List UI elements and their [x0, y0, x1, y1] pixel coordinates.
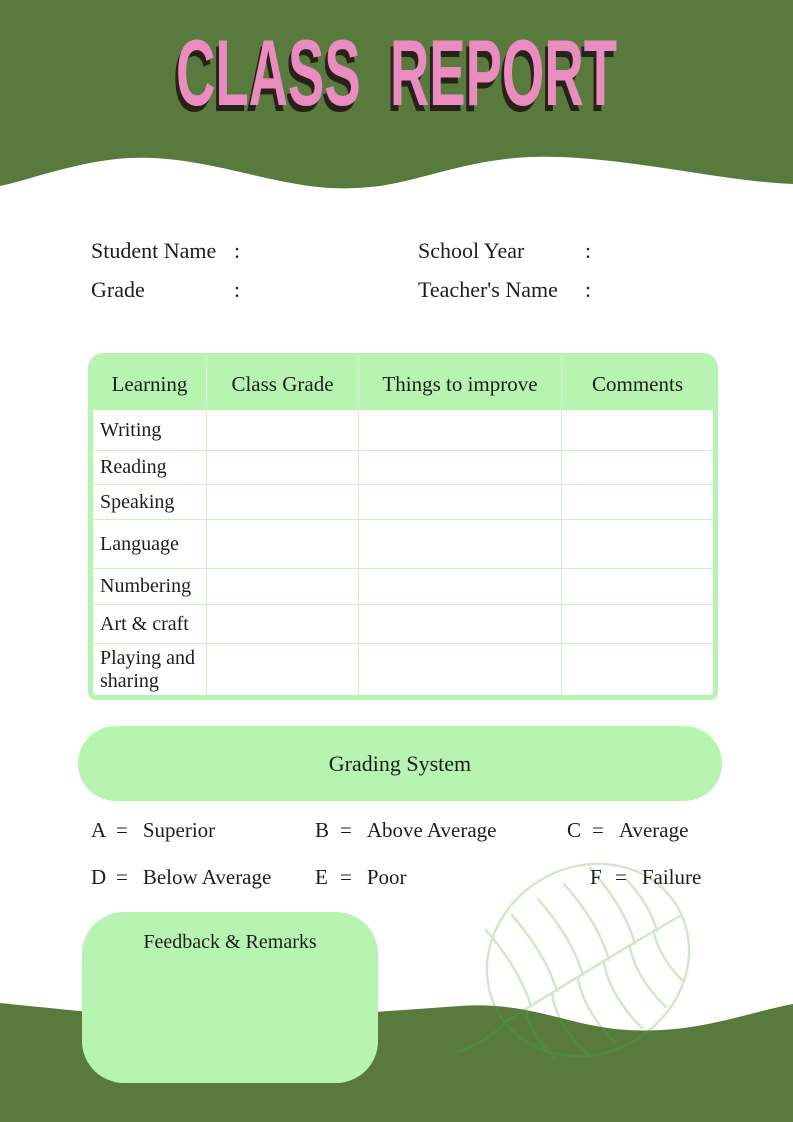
table-header-row — [93, 358, 713, 410]
equals-sign: = — [340, 865, 352, 889]
school-year-input[interactable] — [599, 234, 711, 258]
equals-sign: = — [592, 818, 604, 842]
teacher-name-field — [418, 273, 711, 301]
legend-item-a — [91, 818, 315, 856]
teacher-name-input[interactable] — [599, 273, 711, 297]
table-row — [93, 604, 713, 643]
grade-input[interactable] — [248, 273, 418, 297]
student-info-section — [91, 234, 711, 301]
grade-letter: A — [91, 818, 107, 842]
grade-description: Poor — [366, 865, 407, 889]
grade-description: Below Average — [142, 865, 272, 889]
subject-label: Playing and sharing — [93, 644, 207, 695]
equals-sign: = — [340, 818, 352, 842]
school-year-field — [418, 234, 711, 262]
class-grade-cell[interactable] — [207, 485, 359, 519]
class-grade-cell[interactable] — [207, 520, 359, 568]
things-to-improve-cell[interactable] — [359, 644, 562, 695]
grade-letter: F — [590, 865, 602, 889]
things-to-improve-cell[interactable] — [359, 520, 562, 568]
header-learning: Learning — [93, 358, 207, 410]
things-to-improve-cell[interactable] — [359, 485, 562, 519]
colon: : — [234, 277, 241, 302]
class-grade-cell[interactable] — [207, 605, 359, 643]
grade-field — [91, 273, 418, 301]
subject-label: Numbering — [93, 569, 207, 604]
grade-label: Grade — [91, 277, 145, 302]
equals-sign: = — [116, 865, 128, 889]
grade-description: Failure — [641, 865, 702, 889]
legend-item-e — [315, 865, 567, 903]
subject-label: Reading — [93, 451, 207, 484]
comments-cell[interactable] — [562, 644, 713, 695]
legend-item-d — [91, 865, 315, 903]
grading-system-title: Grading System — [328, 750, 472, 776]
grading-legend — [91, 818, 731, 903]
grade-letter: E — [315, 865, 328, 889]
teacher-name-label: Teacher's Name — [418, 277, 558, 302]
colon: : — [585, 238, 592, 263]
grades-table — [88, 353, 718, 700]
subject-label: Speaking — [93, 485, 207, 519]
grade-letter: C — [567, 818, 582, 842]
feedback-remarks-input[interactable] — [102, 967, 358, 1063]
page-title: CLASS REPORT — [175, 20, 618, 125]
things-to-improve-cell[interactable] — [359, 410, 562, 450]
student-name-input[interactable] — [248, 234, 418, 258]
things-to-improve-cell[interactable] — [359, 569, 562, 604]
class-grade-cell[interactable] — [207, 451, 359, 484]
subject-label: Art & craft — [93, 605, 207, 643]
header-comments: Comments — [591, 371, 683, 396]
grade-letter: B — [315, 818, 330, 842]
subject-label: Language — [93, 520, 207, 568]
class-grade-cell[interactable] — [207, 569, 359, 604]
grade-description: Superior — [142, 818, 216, 842]
comments-cell[interactable] — [562, 605, 713, 643]
class-grade-cell[interactable] — [207, 410, 359, 450]
table-row — [93, 519, 713, 568]
header-things-to-improve: Things to improve — [359, 358, 562, 410]
header-class-grade: Class Grade — [207, 358, 359, 410]
comments-cell[interactable] — [562, 451, 713, 484]
comments-cell[interactable] — [562, 485, 713, 519]
grade-letter: D — [91, 865, 107, 889]
colon: : — [585, 277, 592, 302]
table-row — [93, 643, 713, 695]
legend-item-f — [567, 865, 731, 903]
student-name-field — [91, 234, 418, 262]
grade-description: Average — [618, 818, 689, 842]
table-row — [93, 484, 713, 519]
table-row — [93, 410, 713, 450]
table-row — [93, 568, 713, 604]
table-row — [93, 450, 713, 484]
legend-item-b — [315, 818, 567, 856]
feedback-remarks-box — [82, 912, 378, 1083]
things-to-improve-cell[interactable] — [359, 451, 562, 484]
feedback-remarks-title: Feedback & Remarks — [143, 931, 317, 953]
comments-cell[interactable] — [562, 410, 713, 450]
equals-sign: = — [615, 865, 627, 889]
school-year-label: School Year — [418, 238, 525, 263]
comments-cell[interactable] — [562, 569, 713, 604]
grade-description: Above Average — [366, 818, 497, 842]
subject-label: Writing — [93, 410, 207, 450]
equals-sign: = — [116, 818, 128, 842]
student-name-label: Student Name — [91, 238, 217, 263]
grading-system-banner — [78, 726, 722, 801]
things-to-improve-cell[interactable] — [359, 605, 562, 643]
colon: : — [234, 238, 241, 263]
comments-cell[interactable] — [562, 520, 713, 568]
legend-item-c — [567, 818, 731, 856]
class-grade-cell[interactable] — [207, 644, 359, 695]
